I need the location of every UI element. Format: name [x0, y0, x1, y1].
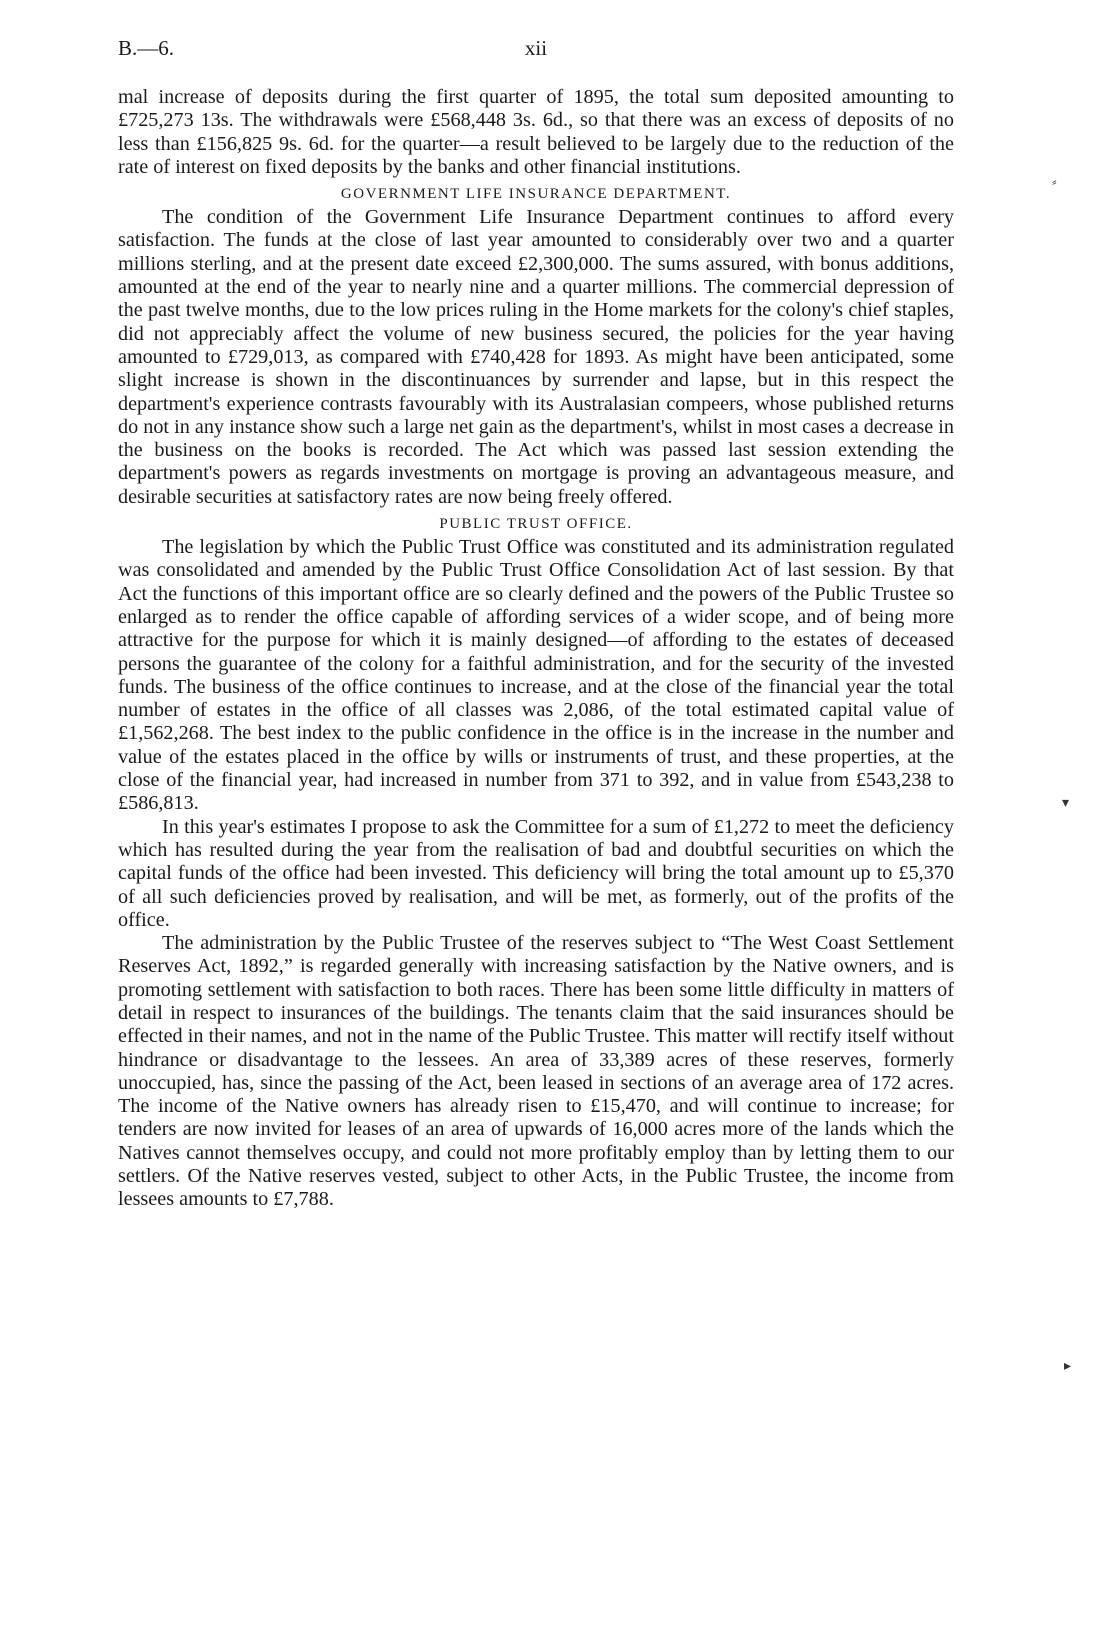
- section-heading-public-trust: PUBLIC TRUST OFFICE.: [439, 516, 633, 533]
- public-trust-paragraph-2: In this year's estimates I propose to ask the Committee for a sum of £1,272 to meet the deficiency which has resulted during the year from the realisation of bad and doubtful securities on which the capital funds of the office had been invested. This deficiency will bring the total amount up to £5,370 of all such deficiencies proved by realisation, and will be met, as formerly, out of the profits of the office.: [118, 815, 954, 931]
- page-header: [118, 36, 954, 66]
- page-body: [118, 86, 954, 1212]
- public-trust-paragraph-3: The administration by the Public Trustee of the reserves subject to “The West Coast Settlement Reserves Act, 1892,” is regarded generally with increasing satisfaction by the Native owners, and is promoting settlement with satisfaction to both races. There has been some little difficulty in matters of detail in respect to insurances of the buildings. The tenants claim that the said insurances should be effected in their names, and not in the name of the Public Trustee. This matter will rectify itself without hindrance or disadvantage to the lessees. An area of 33,389 acres of these reserves, formerly unoccupied, has, since the passing of the Act, been leased in sections of an average area of 172 acres. The income of the Native owners has already risen to £15,470, and will continue to increase; for tenders are now invited for leases of an area of upwards of 16,000 acres more of the lands which the Natives cannot themselves occupy, and could not more profitably employ than by letting them to our settlers. Of the Native reserves vested, subject to other Acts, in the Public Trustee, the income from lessees amounts to £7,788.: [118, 932, 954, 1211]
- public-trust-paragraph-1: The legislation by which the Public Trust Office was constituted and its administration regulated was consolidated and amended by the Public Trust Office Consolidation Act of last session. By that Act the functions of this important office are so clearly defined and the powers of the Public Trustee so enlarged as to render the office capable of affording services of a wider scope, and of being more attractive for the purpose for which it is mainly designed—of affording to the estates of deceased persons the guarantee of the colony for a faithful administration, and for the security of the invested funds. The business of the office continues to increase, and at the close of the financial year the total number of estates in the office of all classes was 2,086, of the total estimated capital value of £1,562,268. The best index to the public confidence in the office is in the increase in the number and value of the estates placed in the office by wills or instruments of trust, and these properties, at the close of the financial year, had increased in number from 371 to 392, and in value from £543,238 to £586,813.: [118, 536, 954, 815]
- section-heading-life-insurance: GOVERNMENT LIFE INSURANCE DEPARTMENT.: [340, 186, 732, 203]
- opening-paragraph: mal increase of deposits during the first quarter of 1895, the total sum deposited amounting to £725,273 13s. The withdrawals were £568,448 3s. 6d., so that there was an excess of deposits of no less than £156,825 9s. 6d. for the quarter—a result believed to be largely due to the reduction of the rate of interest on fixed deposits by the banks and other financial institutions.: [118, 86, 954, 178]
- margin-mark-icon: ⸗: [1052, 175, 1057, 190]
- margin-mark-icon: ▾: [1062, 796, 1070, 811]
- life-insurance-paragraph: The condition of the Government Life Insurance Department continues to afford every satisfaction. The funds at the close of last year amounted to considerably over two and a quarter millions sterling, and at the present date exceed £2,300,000. The sums assured, with bonus additions, amounted at the end of the year to nearly nine and a quarter millions. The commercial depression of the past twelve months, due to the low prices ruling in the Home markets for the colony's chief staples, did not appreciably affect the volume of new business secured, the policies for the year having amounted to £729,013, as compared with £740,428 for 1893. As might have been anticipated, some slight increase is shown in the discontinuances by surrender and lapse, but in this respect the department's experience contrasts favourably with its Australasian compeers, whose published returns do not in any instance show such a large net gain as the department's, whilst in most cases a decrease in the business on the books is recorded. The Act which was passed last session extending the department's powers as regards investments on mortgage is proving an advantageous measure, and desirable securities at satisfactory rates are now being freely offered.: [118, 206, 954, 508]
- document-reference: B.—6.: [118, 36, 175, 60]
- page-number: xii: [524, 36, 548, 60]
- margin-mark-icon: ▸: [1064, 1359, 1072, 1374]
